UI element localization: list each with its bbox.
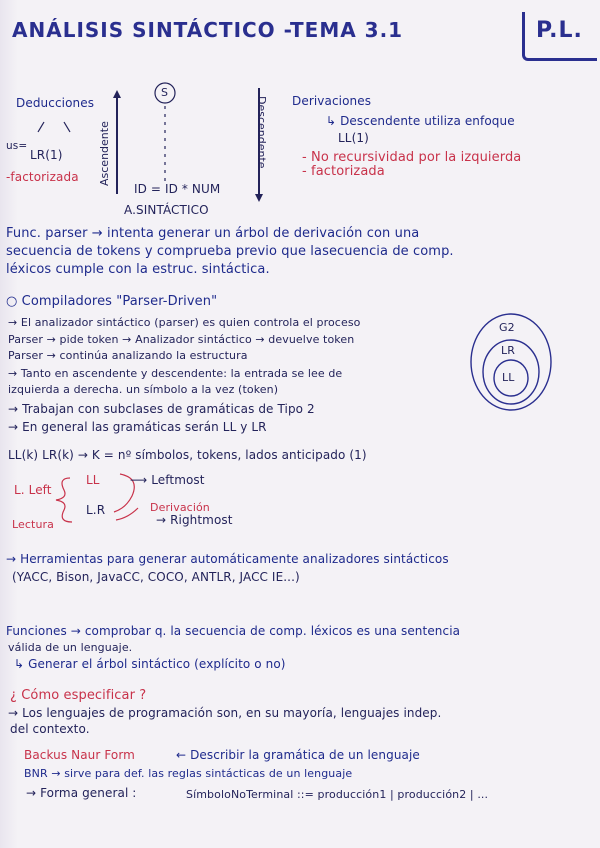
compiladores-line: → Trabajan con subclases de gramáticas de Tipo 2 <box>8 402 315 416</box>
especificar-heading: ¿ Cómo especificar ? <box>10 688 147 703</box>
ll-label: LL <box>86 473 100 487</box>
leftmost-label: ⟶ Leftmost <box>130 473 205 487</box>
us-label: us= <box>6 140 28 152</box>
a-sintactico-label: A.SINTÁCTICO <box>124 203 209 217</box>
especificar-line1: → Los lenguajes de programación son, en su mayoría, lenguajes indep. <box>8 706 442 720</box>
lr1-label: LR(1) <box>30 148 63 162</box>
func-parser-line1: Func. parser → intenta generar un árbol de derivación con una <box>6 226 420 241</box>
ascendente-arrow <box>116 96 118 194</box>
bnr-line: BNR → sirve para def. las reglas sintácticas de un lenguaje <box>24 767 353 780</box>
compiladores-line: → El analizador sintáctico (parser) es quien controla el proceso <box>8 316 361 329</box>
rightmost-label: → Rightmost <box>156 513 233 527</box>
factorizada-right: - factorizada <box>302 164 385 179</box>
bnf-description: ← Describir la gramática de un lenguaje <box>176 748 420 762</box>
id-expression: ID = ID * NUM <box>134 182 221 196</box>
compiladores-heading: ○ Compiladores "Parser-Driven" <box>6 294 218 309</box>
func-parser-line3: léxicos cumple con la estruc. sintáctica. <box>6 262 270 277</box>
funciones-line3: ↳ Generar el árbol sintáctico (explícito o no) <box>14 657 286 671</box>
circle-g2-label: G2 <box>499 321 515 334</box>
ll1-label: LL(1) <box>338 131 369 145</box>
funciones-line2: válida de un lenguaje. <box>8 641 133 654</box>
descendente-label: Descendente <box>255 96 268 169</box>
derivaciones-label: Derivaciones <box>292 94 372 108</box>
func-parser-line2: secuencia de tokens y comprueba previo que lasecuencia de comp. <box>6 244 454 259</box>
ascendente-label: Ascendente <box>98 121 111 186</box>
llk-line: LL(k) LR(k) → K = nº símbolos, tokens, lados anticipado (1) <box>8 448 367 462</box>
compiladores-line: → Tanto en ascendente y descendente: la entrada se lee de <box>8 367 343 380</box>
compiladores-line: → En general las gramáticas serán LL y LR <box>8 420 267 434</box>
compiladores-line: Parser → pide token → Analizador sintáctico → devuelve token <box>8 333 355 346</box>
derivacion-label: Derivación <box>150 501 210 514</box>
bnf-label: Backus Naur Form <box>24 748 135 762</box>
herramientas-line1: → Herramientas para generar automáticamente analizadores sintácticos <box>6 552 449 566</box>
badge-label: P.L. <box>536 18 583 43</box>
compiladores-line: izquierda a derecha. un símbolo a la vez (token) <box>8 383 279 396</box>
especificar-line2: del contexto. <box>10 722 90 736</box>
factorizada-left: -factorizada <box>6 170 79 184</box>
funciones-line1: Funciones → comprobar q. la secuencia de comp. léxicos es una sentencia <box>6 624 461 638</box>
compiladores-line: Parser → continúa analizando la estructura <box>8 349 248 362</box>
circle-ll-label: LL <box>502 371 515 384</box>
up-arrowhead-icon <box>113 90 121 98</box>
no-recursividad-text: - No recursividad por la izquierda <box>302 150 522 165</box>
circle-lr-label: LR <box>501 344 515 357</box>
l-left-label: L. Left <box>14 483 52 497</box>
lr-label: L.R <box>86 503 106 517</box>
forma-general-label: → Forma general : <box>26 786 137 800</box>
forma-general-value: SímboloNoTerminal ::= producción1 | producción2 | ... <box>186 788 489 801</box>
down-arrowhead-icon <box>255 194 263 202</box>
branch-arrows <box>30 118 80 138</box>
desc-enfoque-text: ↳ Descendente utiliza enfoque <box>326 114 515 128</box>
s-node-label: S <box>161 86 169 99</box>
herramientas-line2: (YACC, Bison, JavaCC, COCO, ANTLR, JACC IE...) <box>12 570 300 584</box>
page-title: ANÁLISIS SINTÁCTICO -TEMA 3.1 <box>12 18 404 42</box>
lectura-label: Lectura <box>12 518 54 531</box>
deducciones-label: Deducciones <box>16 96 95 110</box>
